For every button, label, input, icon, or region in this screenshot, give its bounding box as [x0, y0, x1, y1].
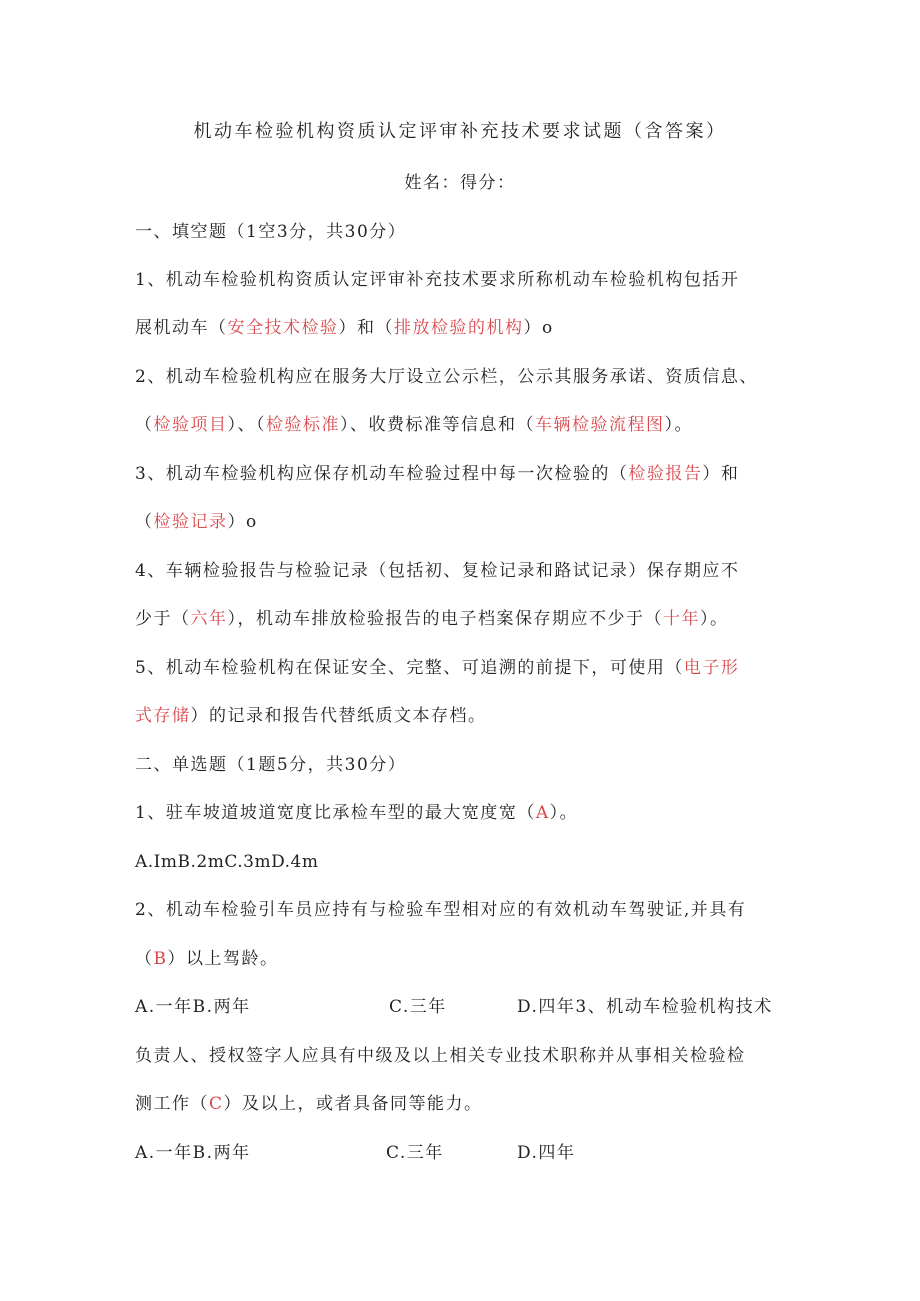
- answer-text: 式存储: [135, 706, 191, 726]
- question-text: ）。: [700, 609, 729, 629]
- answer-text: 排放检验的机构: [394, 318, 524, 338]
- question-text: ）、（: [227, 415, 266, 435]
- question-2-line-1: 2、机动车检验机构应在服务大厅设立公示栏，公示其服务承诺、资质信息、: [135, 367, 758, 387]
- question-text: ）o: [523, 318, 554, 338]
- answer-text: 十年: [663, 609, 700, 629]
- question-4-line-1: 4、车辆检验报告与检验记录（包括初、复检记录和路试记录）保存期应不: [135, 561, 740, 581]
- question-3-line-2: [135, 510, 258, 534]
- question-text: ）和（: [338, 318, 394, 338]
- question-text: ）o: [227, 512, 258, 532]
- page-title: 机动车检验机构资质认定评审补充技术要求试题（含答案）: [193, 121, 727, 142]
- choice-question-3-options: [135, 1141, 575, 1165]
- question-5-line-1: [135, 656, 739, 680]
- answer-text: 电子形: [683, 658, 740, 678]
- question-text: （: [135, 415, 154, 435]
- answer-text: A: [535, 803, 550, 823]
- option-d: D.四年3、机动车检验机构技术: [517, 997, 773, 1017]
- option-d: D.四年: [517, 1143, 576, 1163]
- question-text: 少于（: [135, 609, 191, 629]
- question-text: 3、机动车检验机构应保存机动车检验过程中每一次检验的（: [135, 464, 629, 484]
- option-c: C.三年: [389, 997, 447, 1017]
- question-text: （: [135, 512, 154, 532]
- answer-text: 检验项目: [153, 415, 228, 435]
- choice-question-1-options: A.ImB.2mC.3mD.4m: [135, 852, 319, 872]
- question-text: 展机动车（: [135, 318, 228, 338]
- answer-text: 安全技术检验: [227, 318, 339, 338]
- question-text: ）。: [664, 415, 693, 435]
- question-text: ），机动车排放检验报告的电子档案保存期应不少于（: [227, 609, 663, 629]
- choice-question-2-options: [135, 995, 773, 1019]
- question-text: ）及以上，或者具备同等能力。: [223, 1094, 483, 1114]
- question-text: ）和: [702, 464, 740, 484]
- question-4-line-2: [135, 607, 729, 631]
- answer-text: C: [209, 1094, 224, 1114]
- question-1-line-2: [135, 316, 554, 340]
- question-text: 1、驻车坡道坡道宽度比承检车型的最大宽度宽（: [135, 803, 536, 823]
- answer-text: 检验记录: [153, 512, 228, 532]
- question-text: ）、收费标准等信息和（: [340, 415, 535, 435]
- choice-question-1: [135, 801, 578, 825]
- option-c: C.三年: [386, 1143, 444, 1163]
- choice-question-3-line-2: [135, 1092, 483, 1116]
- question-text: ）以上驾龄。: [167, 949, 279, 969]
- question-3-line-1: [135, 462, 739, 486]
- option-a-b: A.一年B.两年: [135, 1143, 251, 1163]
- answer-text: 检验报告: [628, 464, 703, 484]
- question-1-line-1: 1、机动车检验机构资质认定评审补充技术要求所称机动车检验机构包括开: [135, 270, 740, 290]
- choice-question-2-line-2: [135, 947, 279, 971]
- question-text: ）的记录和报告代替纸质文本存档。: [190, 706, 487, 726]
- question-text: ）。: [549, 803, 579, 823]
- answer-text: 车辆检验流程图: [535, 415, 665, 435]
- answer-text: 六年: [190, 609, 228, 629]
- question-5-line-2: [135, 704, 487, 728]
- question-text: （: [135, 949, 154, 969]
- choice-question-3-line-1: 负责人、授权签字人应具有中级及以上相关专业技术职称并从事相关检验检: [135, 1046, 746, 1066]
- question-text: 测工作（: [135, 1094, 209, 1114]
- name-score-line: 姓名：得分：: [404, 173, 516, 193]
- question-2-line-2: [135, 413, 693, 437]
- section-heading-single-choice: 二、单选题（1题5分，共30分）: [135, 755, 407, 775]
- section-heading-fill-blank: 一、填空题（1空3分，共30分）: [135, 222, 407, 242]
- choice-question-2-line-1: 2、机动车检验引车员应持有与检验车型相对应的有效机动车驾驶证,并具有: [135, 900, 747, 920]
- question-text: 5、机动车检验机构在保证安全、完整、可追溯的前提下，可使用（: [135, 658, 684, 678]
- answer-text: 检验标准: [266, 415, 340, 435]
- option-a-b: A.一年B.两年: [135, 997, 251, 1017]
- answer-text: B: [153, 949, 168, 969]
